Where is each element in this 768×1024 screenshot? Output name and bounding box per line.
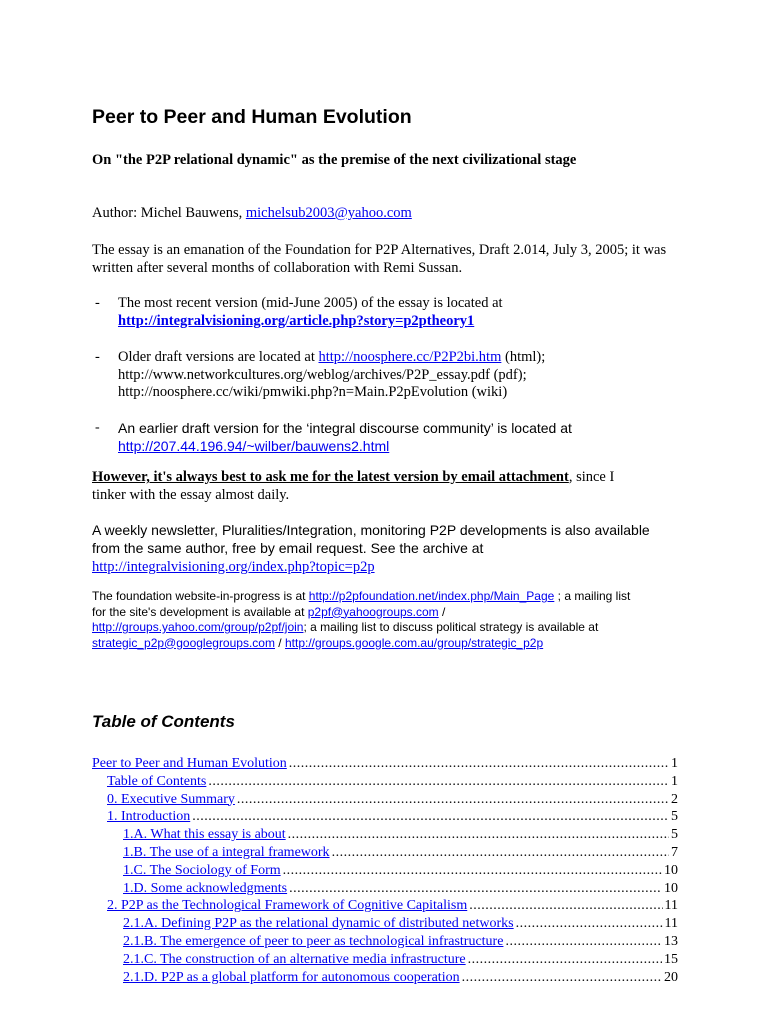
document-subtitle: On "the P2P relational dynamic" as the premise of the next civilizational stage [92,152,577,168]
toc-leader-dots [283,862,662,880]
toc-entry-label[interactable]: 2.1.C. The construction of an alternative media infrastructure [123,951,466,967]
toc-entry[interactable] [107,791,678,809]
toc-leader-dots [505,933,662,951]
toc-page-number: 11 [664,898,678,914]
foundation-text: / [438,604,446,619]
google-group-link[interactable]: http://groups.google.com.au/group/strategic_p2p [284,635,544,650]
toc-entry-label[interactable]: 2.1.D. P2P as a global platform for autonomous cooperation [123,969,460,985]
toc-entry[interactable] [123,862,678,880]
bullet-dash: - [95,349,100,365]
toc-entry[interactable] [107,897,678,915]
toc-page-number: 10 [664,862,678,878]
toc-page-number: 1 [671,773,678,789]
toc-entry[interactable] [123,915,678,933]
toc-page-number: 5 [671,827,678,843]
recent-version-link[interactable]: http://integralvisioning.org/article.php?story=p2ptheory1 [118,312,475,329]
document-title: Peer to Peer and Human Evolution [92,106,412,128]
intro-paragraph: The essay is an emanation of the Foundation for P2P Alternatives, Draft 2.014, July 3, 2005; it was written after several months of collaboration with Remi Sussan. [92,242,667,276]
newsletter-archive-link[interactable]: http://integralvisioning.org/index.php?topic=p2p [92,559,375,575]
toc-entry[interactable] [107,773,678,791]
toc-leader-dots [288,826,669,844]
toc-page-number: 10 [664,880,678,896]
p2pf-yahoogroups-link[interactable]: p2pf@yahoogroups.com [307,604,439,619]
toc-leader-dots [468,951,662,969]
author-email-link[interactable]: michelsub2003@yahoo.com [245,205,412,221]
noosphere-wiki-text: http://noosphere.cc/wiki/pmwiki.php?n=Main.P2pEvolution (wiki) [118,384,508,400]
toc-page-number: 1 [671,756,678,771]
toc-entry[interactable] [123,844,678,862]
bullet-prefix: Older draft versions are located at [118,349,319,365]
author-prefix: Author: Michel Bauwens, [92,205,246,221]
emphasis-rest: , since I [568,469,615,485]
toc-entry-label[interactable]: 1.A. What this essay is about [123,827,286,843]
toc-entry-label[interactable]: 2.1.B. The emergence of peer to peer as technological infrastructure [123,934,504,949]
toc-entry-label[interactable]: 2. P2P as the Technological Framework of Cognitive Capitalism [107,898,468,914]
toc-entry-label[interactable]: 1.D. Some acknowledgments [123,880,288,896]
foundation-text: ; a mailing list [554,589,631,603]
toc-entry-label[interactable]: Peer to Peer and Human Evolution [92,756,287,771]
toc-entry-label[interactable]: 2.1.A. Defining P2P as the relational dynamic of distributed networks [123,916,514,932]
bullet-text: The most recent version (mid-June 2005) of the essay is located at [118,295,503,311]
networkcultures-pdf-text: http://www.networkcultures.org/weblog/archives/P2P_essay.pdf (pdf); [118,366,527,383]
bullet-suffix: (html); [501,349,546,365]
toc-page-number: 13 [664,934,678,949]
toc-leader-dots [208,773,669,791]
toc-page-number: 11 [664,916,678,932]
toc-leader-dots [332,844,669,862]
toc-leader-dots [237,791,669,809]
foundation-text: for the site's development is available at [92,604,308,619]
emphasis-rest-line2: tinker with the essay almost daily. [92,486,290,503]
yahoo-group-join-link[interactable]: http://groups.yahoo.com/group/p2pf/join [92,620,304,634]
toc-leader-dots [289,880,662,898]
foundation-text: The foundation website-in-progress is at [92,589,309,603]
toc-leader-dots [469,897,662,915]
toc-page-number: 2 [671,791,678,807]
p2pfoundation-link[interactable]: http://p2pfoundation.net/index.php/Main_Page [308,589,555,603]
email-attachment-emphasis: However, it's always best to ask me for the latest version by email attachment [92,469,569,485]
foundation-text: / [274,635,285,650]
wilber-link[interactable]: http://207.44.196.94/~wilber/bauwens2.html [118,438,390,454]
foundation-text: ; a mailing list to discuss political strategy is available at [303,620,599,634]
toc-page-number: 5 [671,809,678,825]
toc-entry-label[interactable]: 1. Introduction [107,809,191,825]
bullet-dash: - [95,295,100,311]
toc-page-number: 15 [664,951,678,967]
toc-entry[interactable] [123,826,678,844]
toc-leader-dots [462,969,662,987]
toc-leader-dots [192,808,669,826]
toc-entry[interactable] [123,880,678,898]
noosphere-html-link[interactable]: http://noosphere.cc/P2P2bi.htm [318,349,502,365]
toc-leader-dots [516,915,663,933]
toc-entry-label[interactable]: 1.C. The Sociology of Form [123,862,281,878]
toc-heading: Table of Contents [92,712,235,731]
newsletter-paragraph [92,521,692,576]
newsletter-line-2: from the same author, free by email request. See the archive at [92,540,484,556]
foundation-paragraph [92,589,652,651]
toc-entry[interactable] [123,933,678,951]
toc-entry-label[interactable]: 0. Executive Summary [107,791,235,807]
toc-entry[interactable] [123,951,678,969]
newsletter-line-1: A weekly newsletter, Pluralities/Integration, monitoring P2P developments is also available [92,522,650,538]
toc-leader-dots [289,755,669,773]
bullet-text: An earlier draft version for the ‘integral discourse community’ is located at [118,420,572,436]
author-line [92,205,672,223]
bullet-dash: - [95,420,100,435]
toc-entry-label[interactable]: Table of Contents [107,773,207,789]
toc-entry[interactable] [123,969,678,987]
email-attachment-note [92,469,672,504]
toc-entry[interactable] [92,755,678,773]
toc-entry[interactable] [107,808,678,826]
strategic-p2p-email-link[interactable]: strategic_p2p@googlegroups.com [92,635,275,650]
toc-entry-label[interactable]: 1.B. The use of a integral framework [123,845,330,860]
toc-page-number: 20 [664,969,678,985]
toc-page-number: 7 [671,845,678,860]
